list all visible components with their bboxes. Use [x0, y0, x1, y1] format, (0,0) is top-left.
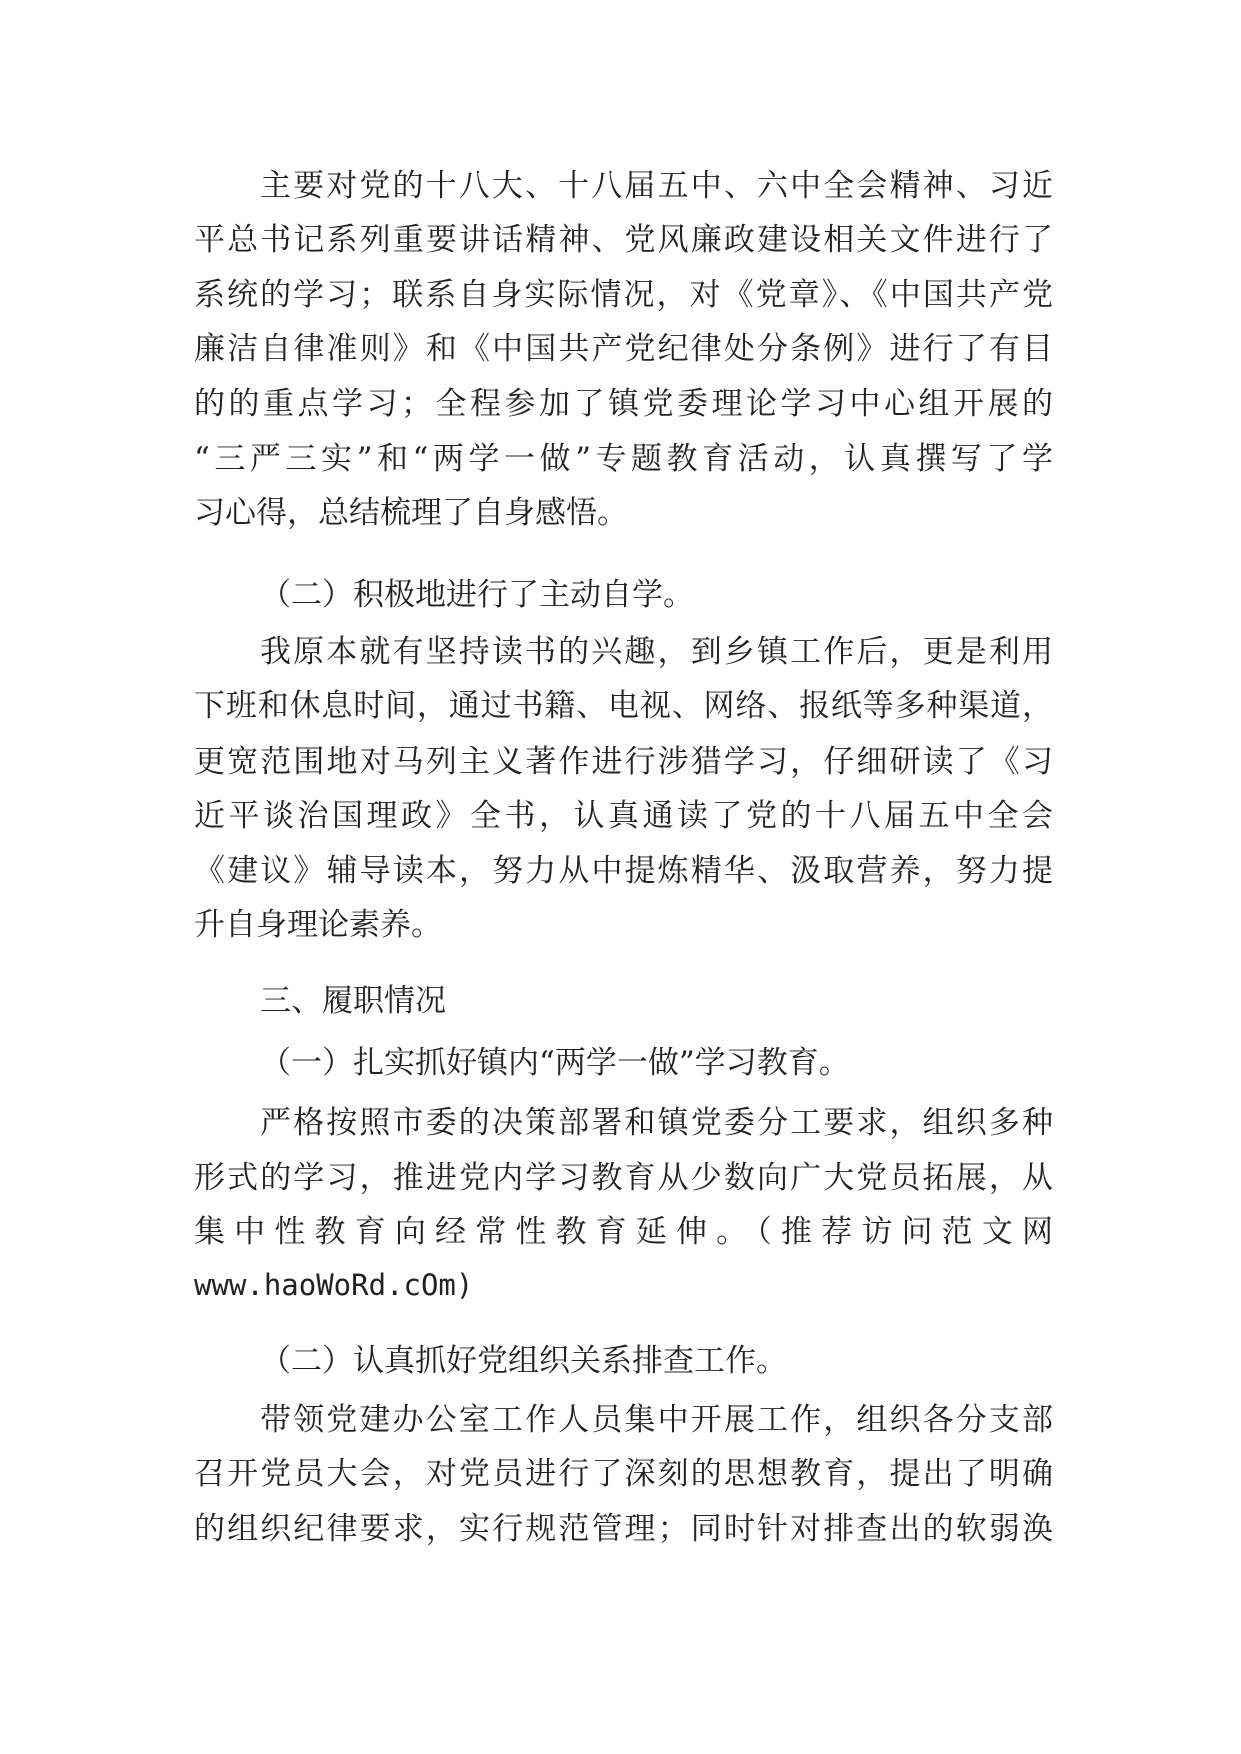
text-line: 《建议》辅导读本，努力从中提炼精华、汲取营养，努力提 — [194, 853, 1053, 889]
text-line: 近平谈治国理政》全书，认真通读了党的十八届五中全会 — [194, 798, 1053, 834]
text-line: 平总书记系列重要讲话精神、党风廉政建设相关文件进行了 — [194, 222, 1053, 258]
text-line: 的的重点学习；全程参加了镇党委理论学习中心组开展的 — [194, 386, 1053, 422]
text-line: （一）扎实抓好镇内“两学一做”学习教育。 — [260, 1045, 850, 1081]
text-line: 习心得，总结梳理了自身感悟。 — [194, 495, 628, 531]
text-line: 系统的学习；联系自身实际情况，对《党章》、《中国共产党 — [194, 277, 1053, 313]
text-line: 主要对党的十八大、十八届五中、六中全会精神、习近 — [260, 168, 1053, 204]
text-line: 集中性教育向经常性教育延伸。（推荐访问范文网 — [194, 1214, 1053, 1250]
text-line: 升自身理论素养。 — [194, 907, 442, 943]
text-line: 三、履职情况 — [260, 983, 446, 1019]
text-line: 严格按照市委的决策部署和镇党委分工要求，组织多种 — [260, 1105, 1053, 1141]
text-line: 召开党员大会，对党员进行了深刻的思想教育，提出了明确 — [194, 1456, 1053, 1492]
text-line: 下班和休息时间，通过书籍、电视、网络、报纸等多种渠道， — [194, 688, 1053, 724]
text-line: 我原本就有坚持读书的兴趣，到乡镇工作后，更是利用 — [260, 634, 1053, 670]
text-line: www.haoWoRd.cOm) — [194, 1268, 474, 1302]
text-line: （二）认真抓好党组织关系排查工作。 — [260, 1343, 787, 1379]
text-line: （二）积极地进行了主动自学。 — [260, 577, 694, 613]
text-line: 带领党建办公室工作人员集中开展工作，组织各分支部 — [260, 1402, 1053, 1438]
text-line: 形式的学习，推进党内学习教育从少数向广大党员拓展，从 — [194, 1160, 1053, 1196]
text-line: 廉洁自律准则》和《中国共产党纪律处分条例》进行了有目 — [194, 331, 1053, 367]
text-line: 的组织纪律要求，实行规范管理；同时针对排查出的软弱涣 — [194, 1511, 1053, 1547]
text-line: “三严三实”和“两学一做”专题教育活动，认真撰写了学 — [194, 441, 1053, 477]
text-line: 更宽范围地对马列主义著作进行涉猎学习，仔细研读了《习 — [194, 744, 1053, 780]
